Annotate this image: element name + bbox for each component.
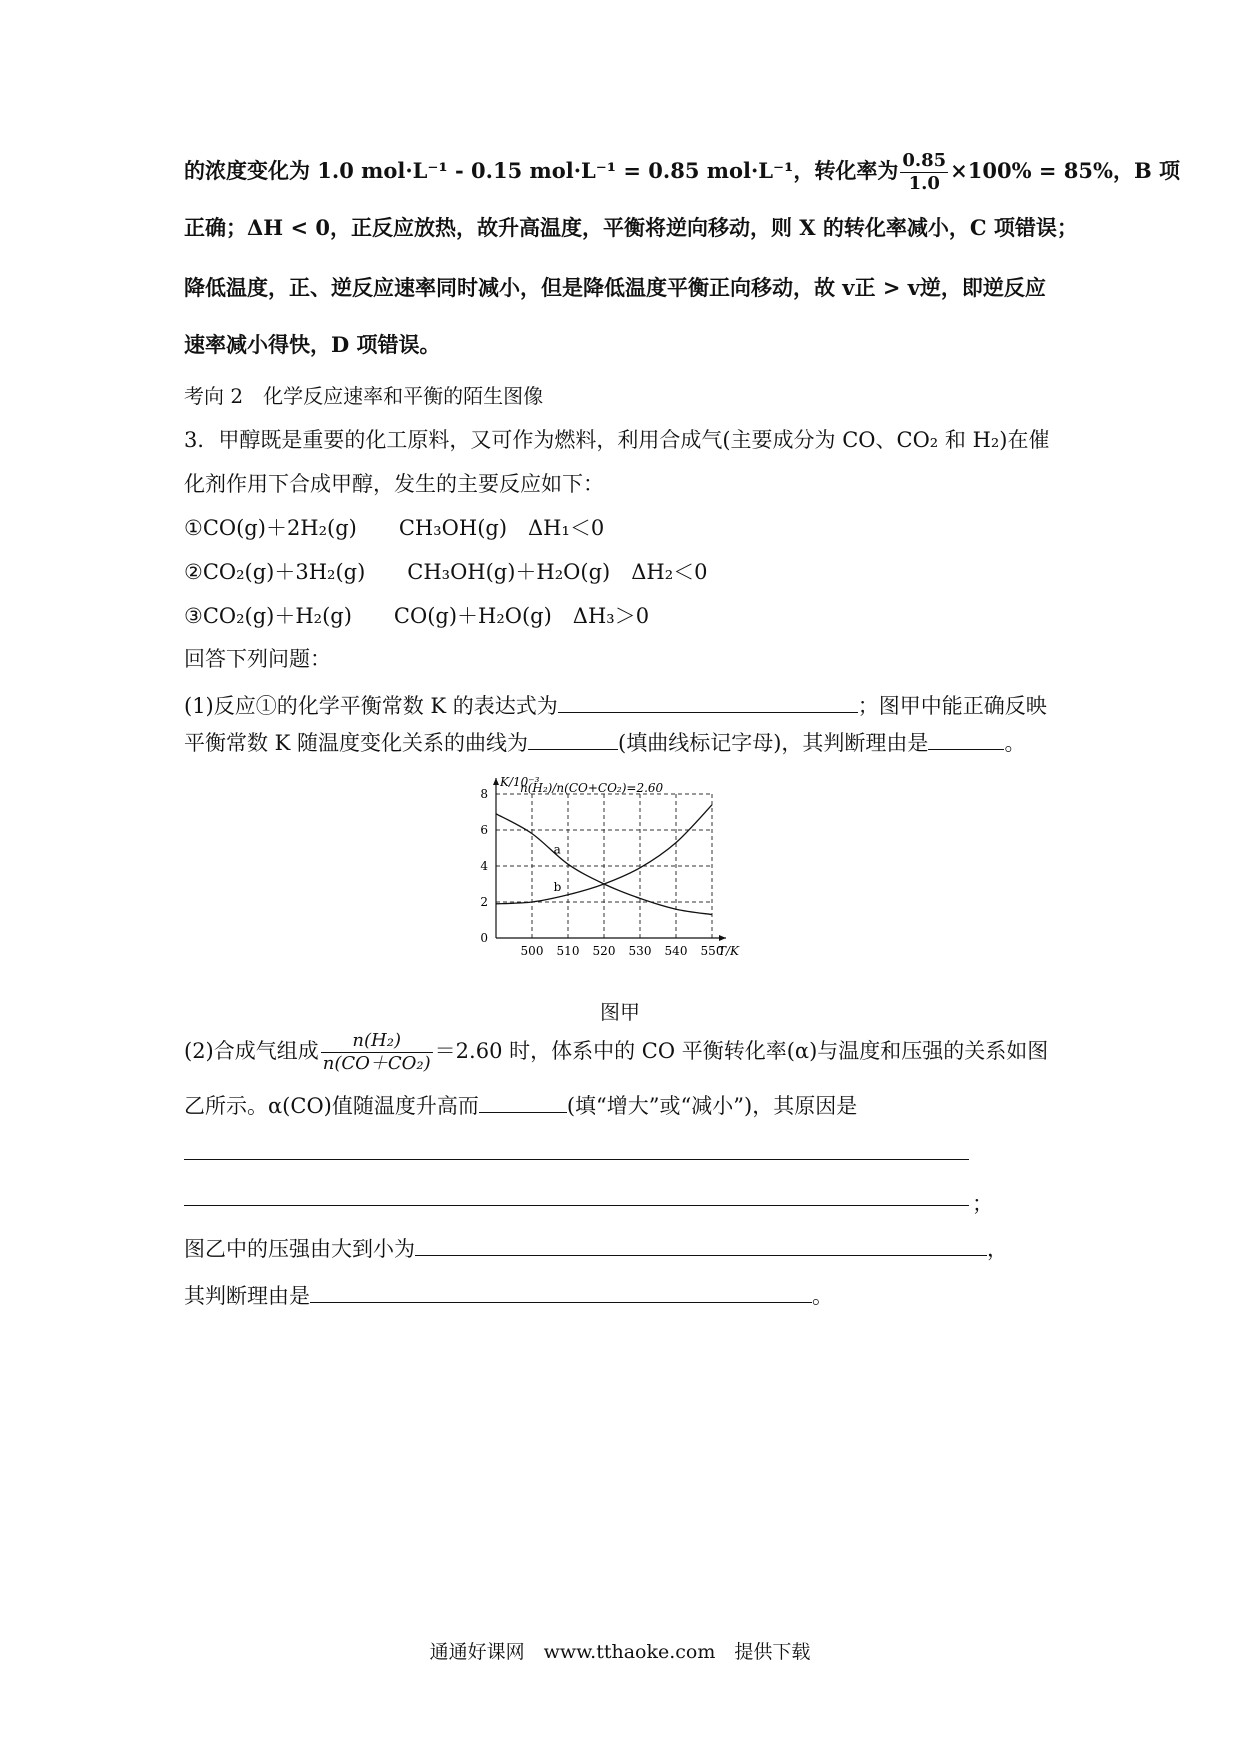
- y-tick-label: 4: [480, 859, 488, 873]
- answer-line-2[interactable]: [184, 1205, 969, 1206]
- explanation-text-1-end: ×100% = 85%，B 项: [950, 158, 1181, 183]
- explanation-line-1: [184, 150, 1180, 195]
- footer-text: 通通好课网 www.tthaoke.com 提供下载: [429, 1641, 811, 1663]
- answer-line-1[interactable]: [184, 1159, 969, 1160]
- x-tick-label: 530: [628, 944, 652, 958]
- section-heading: 考向 2 化学反应速率和平衡的陌生图像: [184, 384, 544, 408]
- y-tick-label: 0: [480, 931, 488, 945]
- curve-letter-blank[interactable]: [528, 729, 618, 750]
- trend-blank[interactable]: [479, 1092, 567, 1113]
- x-tick-label: 500: [520, 944, 544, 958]
- pressure-order-blank[interactable]: [415, 1235, 987, 1256]
- q2-text-c: 乙所示。α(CO)值随温度升高而: [184, 1094, 479, 1118]
- y-tick-label: 6: [480, 823, 488, 837]
- question-2-line-4: [184, 1280, 833, 1310]
- pressure-reason-blank[interactable]: [310, 1282, 812, 1303]
- semicolon: ；: [972, 1192, 993, 1216]
- reaction-3: ③CO₂(g)＋H₂(g) CO(g)＋H₂O(g) ΔH₃＞0: [184, 604, 650, 628]
- question-intro-1: 3．甲醇既是重要的化工原料，又可作为燃料，利用合成气(主要成分为 CO、CO₂ 和 H₂)在催: [184, 428, 1050, 452]
- gas-ratio-fraction: [321, 1030, 433, 1075]
- question-1-line-2: [184, 727, 1025, 757]
- q1-text-a: (1)反应①的化学平衡常数 K 的表达式为: [184, 694, 558, 718]
- q2-text-b: ＝2.60 时，体系中的 CO 平衡转化率(α)与温度和压强的关系如图: [434, 1039, 1049, 1063]
- reaction-1: ①CO(g)＋2H₂(g) CH₃OH(g) ΔH₁＜0: [184, 516, 605, 540]
- answer-prompt: 回答下列问题：: [184, 647, 331, 671]
- ratio-numerator: n(H₂): [321, 1030, 433, 1053]
- q2-text-e: 图乙中的压强由大到小为: [184, 1237, 415, 1261]
- question-2-line-2: [184, 1090, 857, 1120]
- question-1-line-1: [184, 690, 1047, 720]
- explanation-line-2: 正确；ΔH < 0，正反应放热，故升高温度，平衡将逆向移动，则 X 的转化率减小，C 项错误；: [184, 215, 1078, 240]
- question-2-line-1: [184, 1030, 1048, 1075]
- chart-annotation: n(H₂)/n(CO+CO₂)=2.60: [520, 781, 664, 795]
- question-intro-2: 化剂作用下合成甲醇，发生的主要反应如下：: [184, 472, 604, 496]
- explanation-line-3: 降低温度，正、逆反应速率同时减小，但是降低温度平衡正向移动，故 v正 > v逆，即逆反应: [184, 275, 1046, 300]
- explanation-text-1: 的浓度变化为 1.0 mol·L⁻¹ - 0.15 mol·L⁻¹ = 0.85 mol·L⁻¹，转化率为: [184, 158, 899, 183]
- ratio-denominator: n(CO＋CO₂): [322, 1053, 431, 1074]
- q1-text-e: 。: [1004, 731, 1026, 755]
- x-tick-label: 520: [592, 944, 616, 958]
- series-label-a: a: [553, 842, 561, 857]
- y-axis-arrow: [493, 778, 499, 785]
- q2-text-f-end: 。: [812, 1284, 833, 1308]
- x-tick-label: 540: [664, 944, 688, 958]
- x-tick-label: 510: [556, 944, 580, 958]
- q2-text-a: (2)合成气组成: [184, 1039, 319, 1063]
- explanation-line-4: 速率减小得快，D 项错误。: [184, 332, 441, 357]
- q1-text-b: ；图甲中能正确反映: [857, 694, 1047, 718]
- q2-text-f: 其判断理由是: [184, 1284, 310, 1308]
- figure-caption: 图甲: [600, 1000, 640, 1024]
- q1-text-c: 平衡常数 K 随温度变化关系的曲线为: [184, 731, 529, 755]
- fraction-numerator: 0.85: [902, 150, 947, 171]
- k-temperature-chart: [460, 762, 760, 982]
- q1-text-d: (填曲线标记字母)，其判断理由是: [618, 731, 929, 755]
- y-axis-label: K/10⁻³: [500, 775, 540, 789]
- x-axis-label: T/K: [718, 944, 740, 958]
- question-2-line-3: [184, 1233, 1008, 1263]
- q2-text-e-end: ，: [987, 1237, 1008, 1261]
- k-expression-blank[interactable]: [558, 692, 858, 713]
- y-tick-label: 8: [480, 787, 488, 801]
- conversion-fraction: [900, 150, 948, 195]
- q1-reason-blank[interactable]: [928, 729, 1004, 750]
- x-tick-label: 550: [700, 944, 724, 958]
- reaction-2: ②CO₂(g)＋3H₂(g) CH₃OH(g)＋H₂O(g) ΔH₂＜0: [184, 560, 708, 584]
- q2-text-d: (填“增大”或“减小”)，其原因是: [566, 1094, 858, 1118]
- series-label-b: b: [553, 880, 562, 895]
- x-axis-arrow: [719, 935, 726, 941]
- fraction-denominator: 1.0: [908, 173, 940, 194]
- y-tick-label: 2: [480, 895, 488, 909]
